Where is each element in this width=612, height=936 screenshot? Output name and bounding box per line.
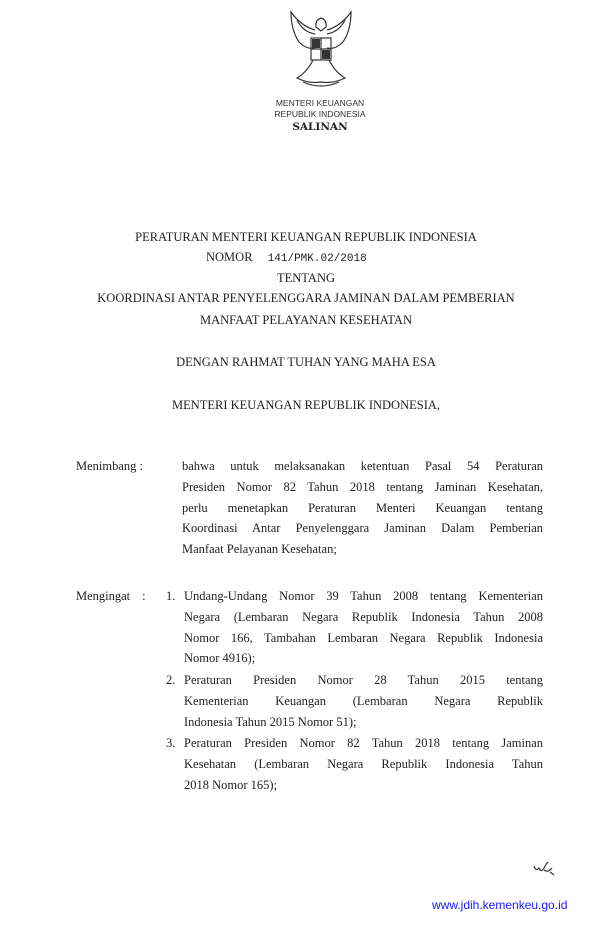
text-line: Kementerian Keuangan (Lembaran Negara Republik bbox=[184, 693, 543, 708]
nomor-value: 141/PMK.02/2018 bbox=[267, 253, 367, 265]
menimbang-label: Menimbang : bbox=[76, 459, 144, 473]
text-line: perlu menetapkan Peraturan Menteri Keuangan tentang bbox=[182, 500, 543, 515]
salinan-stamp: SALINAN bbox=[292, 121, 348, 133]
text-line: Kesehatan (Lembaran Negara Republik Indonesia Tahun bbox=[184, 756, 543, 771]
paraf-initial-icon bbox=[532, 860, 558, 876]
letterhead-ministry: MENTERI KEUANGAN bbox=[275, 98, 365, 108]
menimbang-text bbox=[182, 456, 543, 560]
text-line: Koordinasi Antar Penyelenggara Jaminan Dalam Pemberian bbox=[182, 521, 543, 536]
text-line: Manfaat Pelayanan Kesehatan; bbox=[182, 542, 337, 557]
text-line: Nomor 4916); bbox=[184, 651, 256, 666]
garuda-emblem-icon bbox=[283, 8, 359, 94]
text-line: Negara (Lembaran Negara Republik Indonesia Tahun 2008 bbox=[184, 609, 543, 624]
subject-line-2: MANFAAT PELAYANAN KESEHATAN bbox=[200, 313, 412, 327]
mengingat-item-3 bbox=[184, 733, 543, 795]
issuer: MENTERI KEUANGAN REPUBLIK INDONESIA, bbox=[171, 398, 441, 412]
jdih-url-link[interactable]: www.jdih.kemenkeu.go.id bbox=[432, 898, 568, 912]
mengingat-item-1 bbox=[184, 586, 543, 669]
text-line: bahwa untuk melaksanakan ketentuan Pasal 54 Peraturan bbox=[182, 459, 543, 473]
tentang-heading: TENTANG bbox=[276, 271, 335, 285]
text-line: Peraturan Presiden Nomor 82 Tahun 2018 tentang Jaminan bbox=[184, 736, 543, 750]
item-number: 1. bbox=[166, 589, 176, 603]
regulation-title: PERATURAN MENTERI KEUANGAN REPUBLIK INDONESIA bbox=[135, 230, 477, 244]
blessing: DENGAN RAHMAT TUHAN YANG MAHA ESA bbox=[176, 355, 436, 369]
item-number: 3. bbox=[166, 736, 176, 750]
text-line: Indonesia Tahun 2015 Nomor 51); bbox=[184, 714, 357, 729]
text-line: 2018 Nomor 165); bbox=[184, 777, 278, 792]
text-line: Undang-Undang Nomor 39 Tahun 2008 tentang Kementerian bbox=[184, 589, 543, 603]
item-number: 2. bbox=[166, 673, 176, 687]
subject-line-1: KOORDINASI ANTAR PENYELENGGARA JAMINAN DALAM PEMBERIAN bbox=[97, 291, 515, 305]
text-line: Presiden Nomor 82 Tahun 2018 tentang Jaminan Kesehatan, bbox=[182, 479, 543, 494]
regulation-number bbox=[206, 247, 367, 269]
text-line: Peraturan Presiden Nomor 28 Tahun 2015 tentang bbox=[184, 673, 543, 687]
letterhead-country: REPUBLIK INDONESIA bbox=[274, 109, 366, 119]
text-line: Nomor 166, Tambahan Lembaran Negara Republik Indonesia bbox=[184, 630, 543, 645]
mengingat-item-2 bbox=[184, 670, 543, 732]
nomor-label: NOMOR bbox=[206, 250, 253, 264]
mengingat-label: Mengingat : bbox=[76, 589, 146, 603]
